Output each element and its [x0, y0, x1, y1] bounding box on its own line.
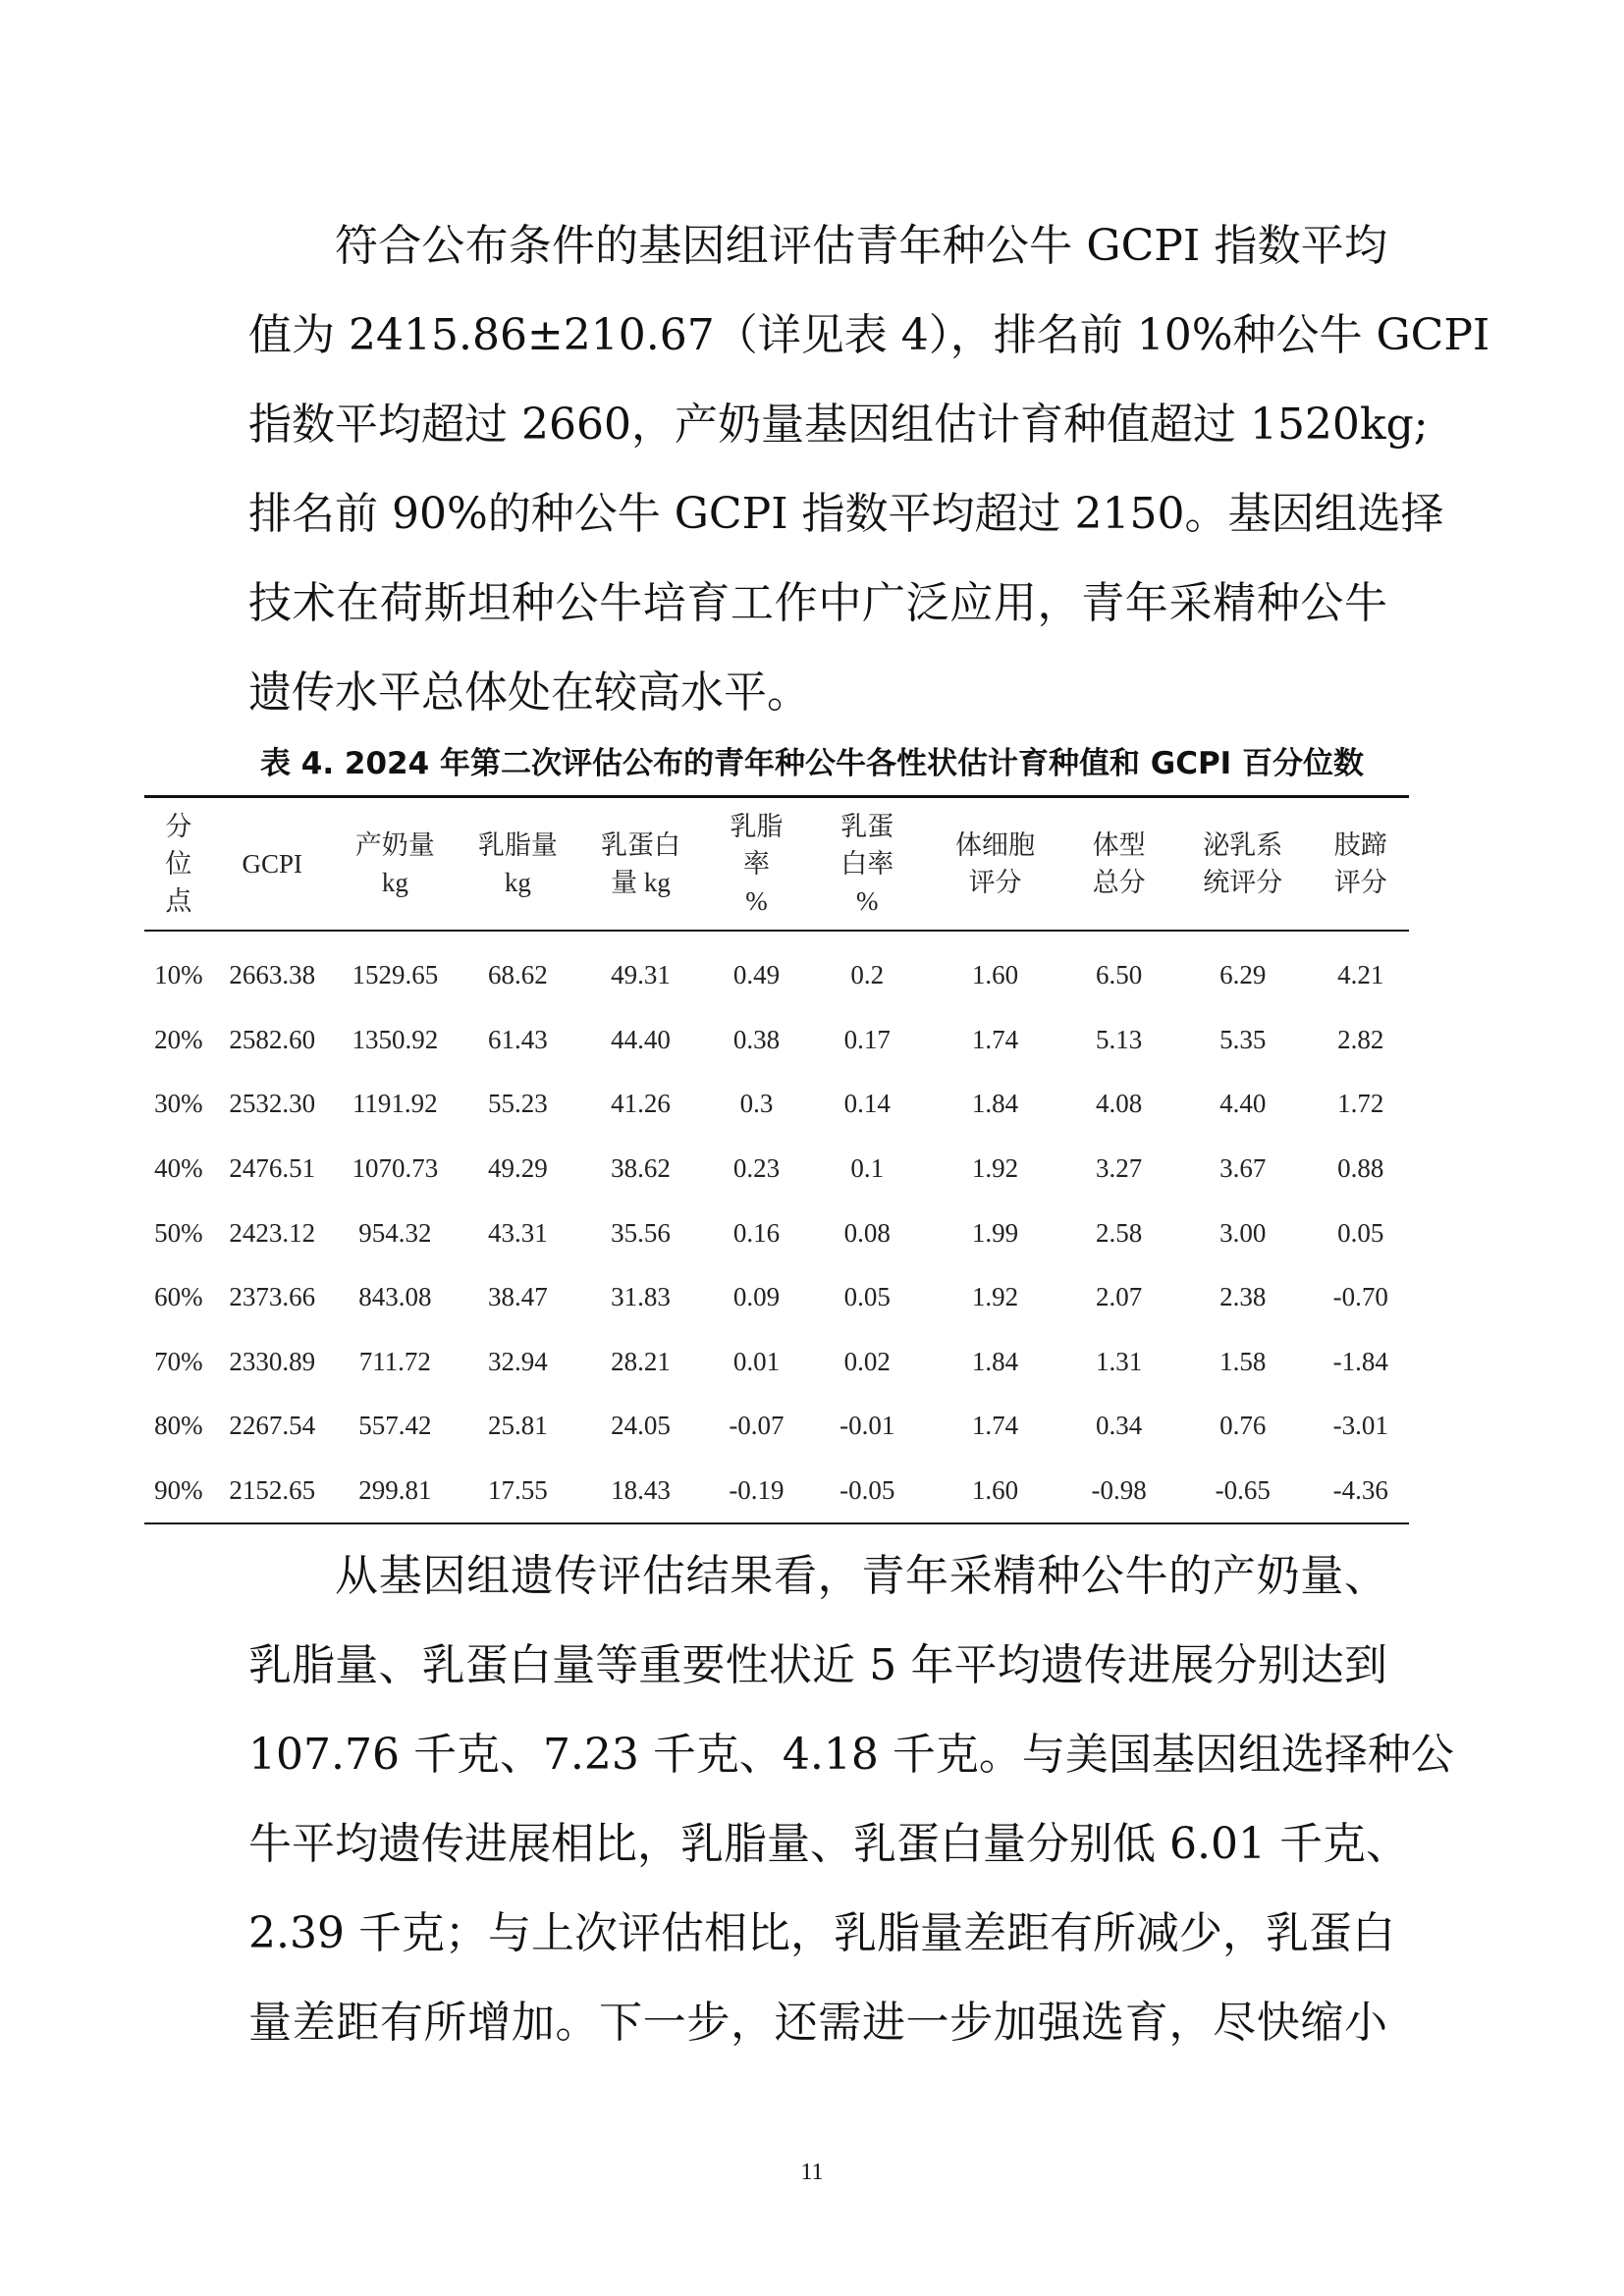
table-cell: 25.81 [488, 1411, 548, 1441]
table-cell: -0.65 [1215, 1475, 1271, 1506]
table-cell: -0.05 [839, 1475, 895, 1506]
table-cell: 1.92 [971, 1153, 1019, 1184]
table-cell: 17.55 [488, 1475, 548, 1506]
table-cell: 1529.65 [352, 960, 439, 990]
table-cell: 0.14 [843, 1089, 891, 1119]
page-number: 11 [800, 2160, 824, 2185]
table-cell: -3.01 [1332, 1411, 1388, 1441]
header-feet-legs: 肢蹄 评分 [1333, 830, 1387, 897]
table-cell: 2152.65 [229, 1475, 316, 1506]
table-cell: 1.58 [1219, 1346, 1267, 1376]
table-cell: 24.05 [611, 1411, 671, 1441]
paragraph-line: 2.39 千克；与上次评估相比，乳脂量差距有所减少，乳蛋白 [248, 1908, 1395, 1958]
table-cell: 0.09 [732, 1282, 781, 1312]
table-cell: 2582.60 [229, 1024, 316, 1054]
header-percentile: 分 位 点 [165, 812, 192, 916]
table-cell: 2373.66 [229, 1282, 316, 1312]
table-cell: 0.1 [850, 1153, 885, 1184]
paragraph-line: 牛平均遗传进展相比，乳脂量、乳蛋白量分别低 6.01 千克、 [248, 1819, 1409, 1869]
table-cell: 5.13 [1095, 1024, 1143, 1054]
header-protein-yield: 乳蛋白 量 kg [601, 830, 681, 897]
table-cell: 0.3 [739, 1089, 774, 1119]
table-row [144, 1330, 1409, 1395]
table-cell: 0.38 [732, 1024, 781, 1054]
table-cell: 0.16 [732, 1217, 781, 1248]
header-mammary-system: 泌乳系 统评分 [1203, 830, 1283, 897]
table-cell: 38.47 [488, 1282, 548, 1312]
table-row [144, 1265, 1409, 1330]
table-cell: 2532.30 [229, 1089, 316, 1119]
table-cell: 0.05 [843, 1282, 891, 1312]
table-cell: 10% [154, 960, 203, 990]
table-cell: 32.94 [488, 1346, 548, 1376]
table-cell: 50% [154, 1217, 203, 1248]
table-cell: -4.36 [1332, 1475, 1388, 1506]
table-cell: 0.23 [732, 1153, 781, 1184]
table-cell: 843.08 [358, 1282, 432, 1312]
header-protein-percent: 乳蛋 白率 % [840, 812, 894, 916]
table-cell: -0.98 [1091, 1475, 1147, 1506]
header-type-total: 体型 总分 [1092, 830, 1146, 897]
table-cell: 0.49 [732, 960, 781, 990]
table-cell: 0.08 [843, 1217, 891, 1248]
table-cell: 2330.89 [229, 1346, 316, 1376]
table-cell: 1.74 [971, 1024, 1019, 1054]
table-cell: 68.62 [488, 960, 548, 990]
table-cell: 2.58 [1095, 1217, 1143, 1248]
table-cell: 1.84 [971, 1089, 1019, 1119]
table-cell: 6.50 [1095, 960, 1143, 990]
table-cell: 44.40 [611, 1024, 671, 1054]
table-cell: 3.67 [1219, 1153, 1267, 1184]
table-cell: -0.01 [839, 1411, 895, 1441]
header-fat-percent: 乳脂 率 % [730, 812, 784, 916]
table-cell: 2267.54 [229, 1411, 316, 1441]
table-cell: 1.72 [1337, 1089, 1384, 1119]
table-row [144, 931, 1409, 1008]
header-milk-yield: 产奶量 kg [354, 830, 435, 897]
table-row [144, 1394, 1409, 1459]
table-cell: 1.60 [971, 960, 1019, 990]
table-cell: 0.02 [843, 1346, 891, 1376]
table-cell: 35.56 [611, 1217, 671, 1248]
table-cell: 2663.38 [229, 960, 316, 990]
table-cell: 60% [154, 1282, 203, 1312]
paragraph-line: 遗传水平总体处在较高水平。 [248, 667, 810, 718]
paragraph-line: 乳脂量、乳蛋白量等重要性状近 5 年平均遗传进展分别达到 [248, 1640, 1387, 1690]
table-cell: 3.27 [1095, 1153, 1143, 1184]
table-cell: 1.99 [971, 1217, 1019, 1248]
paragraph-genetic-progress [248, 1531, 1454, 2067]
table-row [144, 1201, 1409, 1265]
percentile-table [144, 795, 1409, 1524]
header-gcpi: GCPI [242, 849, 302, 879]
paragraph-line: 排名前 90%的种公牛 GCPI 指数平均超过 2150。基因组选择 [248, 489, 1444, 539]
table-cell: 0.01 [732, 1346, 781, 1376]
table-cell: 1350.92 [352, 1024, 439, 1054]
table-cell: 0.76 [1219, 1411, 1267, 1441]
percentile-table-container [144, 795, 1409, 1524]
table-cell: 20% [154, 1024, 203, 1054]
table-cell: 55.23 [488, 1089, 548, 1119]
table-cell: 1.92 [971, 1282, 1019, 1312]
table-cell: 1.60 [971, 1475, 1019, 1506]
table-cell: 1.74 [971, 1411, 1019, 1441]
table-cell: 49.31 [611, 960, 671, 990]
table-cell: 0.2 [850, 960, 885, 990]
paragraph-gcpi-summary [248, 201, 1490, 737]
table-cell: 6.29 [1219, 960, 1267, 990]
table-cell: 954.32 [358, 1217, 432, 1248]
table-cell: 1.84 [971, 1346, 1019, 1376]
table-cell: 0.17 [843, 1024, 891, 1054]
table-row [144, 1072, 1409, 1137]
paragraph-line: 107.76 千克、7.23 千克、4.18 千克。与美国基因组选择种公 [248, 1730, 1454, 1780]
table-row [144, 1459, 1409, 1524]
table-cell: -0.70 [1332, 1282, 1388, 1312]
table-cell: 557.42 [358, 1411, 432, 1441]
table-cell: 4.08 [1095, 1089, 1143, 1119]
table-cell: 30% [154, 1089, 203, 1119]
paragraph-line: 量差距有所增加。下一步，还需进一步加强选育，尽快缩小 [248, 1998, 1387, 2048]
table-header-row [144, 797, 1409, 932]
table-cell: -0.07 [729, 1411, 785, 1441]
table-cell: 61.43 [488, 1024, 548, 1054]
table-cell: 2.82 [1337, 1024, 1384, 1054]
table-cell: 2423.12 [229, 1217, 316, 1248]
header-fat-yield: 乳脂量 kg [477, 830, 558, 897]
table-cell: 2.38 [1219, 1282, 1267, 1312]
table-cell: 41.26 [611, 1089, 671, 1119]
table-cell: -1.84 [1332, 1346, 1388, 1376]
table-cell: 40% [154, 1153, 203, 1184]
table-cell: 2.07 [1095, 1282, 1143, 1312]
table-cell: 18.43 [611, 1475, 671, 1506]
paragraph-line: 指数平均超过 2660，产奶量基因组估计育种值超过 1520kg; [248, 400, 1429, 450]
table-cell: 49.29 [488, 1153, 548, 1184]
table-cell: 38.62 [611, 1153, 671, 1184]
table-cell: 3.00 [1219, 1217, 1267, 1248]
table-cell: 299.81 [358, 1475, 432, 1506]
paragraph-line: 符合公布条件的基因组评估青年种公牛 GCPI 指数平均 [335, 221, 1387, 271]
paragraph-line: 从基因组遗传评估结果看，青年采精种公牛的产奶量、 [335, 1551, 1387, 1601]
table-row [144, 1008, 1409, 1073]
table-cell: 0.05 [1337, 1217, 1384, 1248]
table-cell: 0.34 [1095, 1411, 1143, 1441]
table-cell: 43.31 [488, 1217, 548, 1248]
table-cell: 711.72 [358, 1346, 431, 1376]
table-cell: 1070.73 [352, 1153, 439, 1184]
table-cell: 4.40 [1219, 1089, 1267, 1119]
table-cell: 90% [154, 1475, 203, 1506]
paragraph-line: 值为 2415.86±210.67（详见表 4），排名前 10%种公牛 GCPI [248, 310, 1490, 360]
table-cell: 31.83 [611, 1282, 671, 1312]
table-cell: 5.35 [1219, 1024, 1267, 1054]
table-cell: 28.21 [611, 1346, 671, 1376]
table-cell: 70% [154, 1346, 203, 1376]
table-cell: 2476.51 [229, 1153, 316, 1184]
table-cell: 0.88 [1337, 1153, 1384, 1184]
table-cell: 80% [154, 1411, 203, 1441]
table-row [144, 1137, 1409, 1201]
table-cell: -0.19 [729, 1475, 785, 1506]
table-cell: 1191.92 [352, 1089, 438, 1119]
table-cell: 1.31 [1095, 1346, 1143, 1376]
table-caption: 表 4. 2024 年第二次评估公布的青年种公牛各性状估计育种值和 GCPI 百分位数 [259, 746, 1365, 781]
paragraph-line: 技术在荷斯坦种公牛培育工作中广泛应用，青年采精种公牛 [248, 578, 1387, 628]
table-cell: 4.21 [1337, 960, 1384, 990]
header-scs: 体细胞 评分 [954, 830, 1035, 897]
